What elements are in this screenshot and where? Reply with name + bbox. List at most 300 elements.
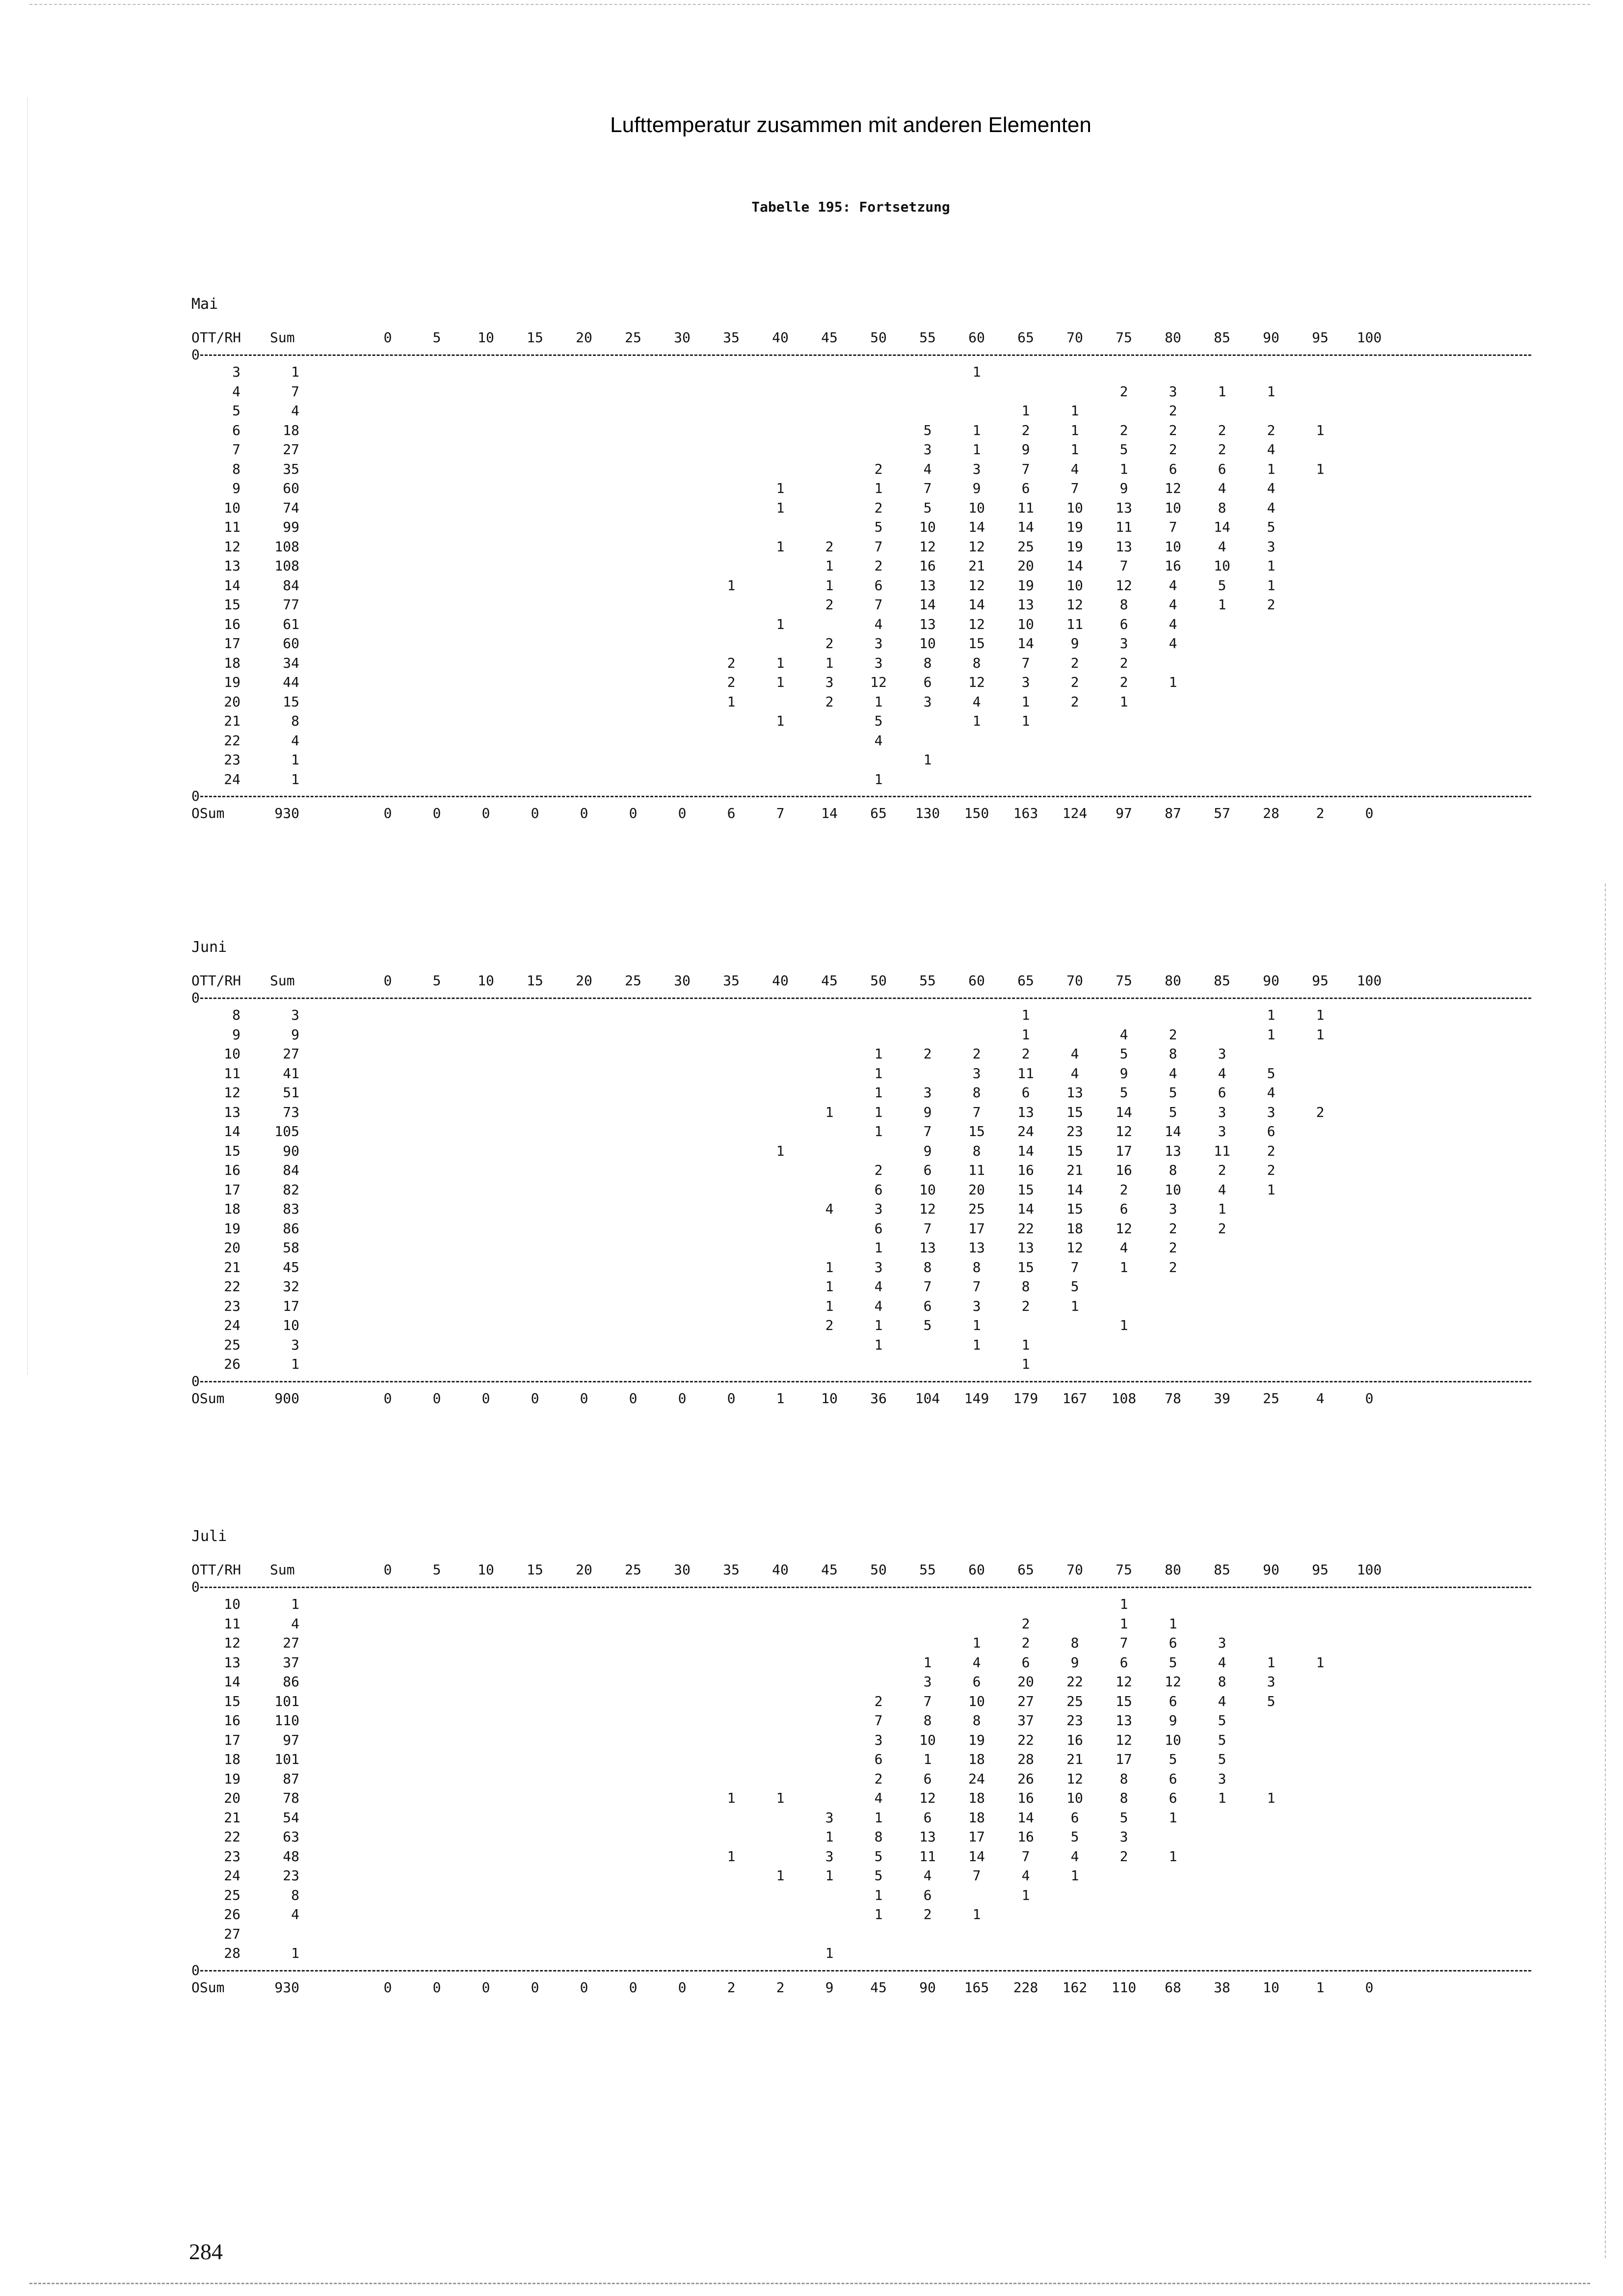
frequency-cell: 4 — [874, 616, 883, 632]
dash-rule — [200, 1587, 1531, 1588]
temperature-value: 23 — [224, 1848, 240, 1864]
frequency-cell: 7 — [1119, 1635, 1128, 1651]
table-row — [191, 1316, 1531, 1335]
column-sum: 90 — [919, 1979, 936, 1996]
frequency-cell: 2 — [1218, 1220, 1226, 1237]
frequency-cell: 1 — [972, 364, 981, 380]
frequency-cell: 14 — [968, 596, 985, 613]
table-row — [191, 1614, 1531, 1634]
frequency-cell: 14 — [1066, 558, 1083, 574]
frequency-cell: 7 — [923, 1220, 932, 1237]
column-header: 90 — [1263, 1562, 1279, 1578]
frequency-cell: 21 — [1066, 1751, 1083, 1767]
temperature-value: 16 — [224, 616, 240, 632]
frequency-cell: 6 — [923, 674, 932, 690]
frequency-cell: 9 — [923, 1104, 932, 1120]
frequency-cell: 11 — [968, 1162, 985, 1178]
frequency-cell: 2 — [1169, 403, 1177, 419]
table-row — [191, 1141, 1531, 1161]
column-sum: 0 — [383, 1979, 392, 1996]
table-row — [191, 1277, 1531, 1297]
row-sum: 1 — [291, 752, 299, 768]
column-sum: 104 — [915, 1390, 940, 1406]
frequency-cell: 7 — [923, 480, 932, 496]
table-row — [191, 1944, 1531, 1963]
frequency-cell: 12 — [1116, 577, 1132, 594]
table-row — [191, 576, 1531, 595]
column-sum: 97 — [1116, 805, 1132, 821]
frequency-cell: 15 — [1017, 1259, 1034, 1275]
frequency-cell: 2 — [1267, 1142, 1276, 1159]
temperature-value: 13 — [224, 1654, 240, 1671]
frequency-cell: 1 — [727, 577, 736, 594]
table-row — [191, 1653, 1531, 1673]
frequency-cell: 13 — [1116, 499, 1132, 516]
spacer — [191, 1546, 1531, 1560]
frequency-cell: 2 — [825, 1317, 834, 1333]
frequency-cell: 14 — [1066, 1181, 1083, 1198]
frequency-cell: 4 — [1218, 1654, 1226, 1671]
row-sum: 84 — [283, 577, 299, 594]
table-row — [191, 1354, 1531, 1374]
frequency-cell: 6 — [1021, 1654, 1030, 1671]
frequency-cell: 2 — [1021, 1046, 1030, 1062]
frequency-cell: 10 — [919, 1181, 936, 1198]
temperature-value: 23 — [224, 752, 240, 768]
frequency-cell: 1 — [1070, 403, 1079, 419]
table-row — [191, 1827, 1531, 1847]
dashed-separator — [191, 1963, 1531, 1978]
frequency-cell: 2 — [923, 1906, 932, 1922]
column-sum: 165 — [964, 1979, 989, 1996]
column-header: 30 — [674, 329, 691, 346]
frequency-cell: 6 — [972, 1674, 981, 1690]
frequency-cell: 2 — [1070, 654, 1079, 671]
frequency-cell: 4 — [1070, 1065, 1079, 1081]
frequency-cell: 20 — [1017, 558, 1034, 574]
frequency-cell: 3 — [874, 1259, 883, 1275]
frequency-cell: 13 — [1116, 1712, 1132, 1729]
frequency-cell: 8 — [874, 1829, 883, 1845]
frequency-cell: 7 — [874, 1712, 883, 1729]
frequency-cell: 1 — [727, 1790, 736, 1806]
column-header: 95 — [1312, 329, 1329, 346]
column-header: 85 — [1214, 1562, 1230, 1578]
row-sum: 10 — [283, 1317, 299, 1333]
row-sum: 32 — [283, 1278, 299, 1295]
row-sum: 110 — [274, 1712, 299, 1729]
frequency-cell: 2 — [972, 1046, 981, 1062]
frequency-cell: 13 — [1066, 1084, 1083, 1101]
frequency-cell: 7 — [1021, 654, 1030, 671]
temperature-value: 18 — [224, 654, 240, 671]
frequency-cell: 7 — [1021, 1848, 1030, 1864]
column-sum: 0 — [432, 1979, 441, 1996]
column-sum: 0 — [481, 1390, 490, 1406]
frequency-cell: 9 — [1070, 635, 1079, 651]
temperature-value: 20 — [224, 693, 240, 710]
frequency-cell: 12 — [968, 674, 985, 690]
frequency-cell: 1 — [1267, 1790, 1276, 1806]
frequency-cell: 8 — [972, 1259, 981, 1275]
frequency-cell: 1 — [1021, 1007, 1030, 1023]
column-header: 50 — [870, 1562, 887, 1578]
table-row — [191, 1258, 1531, 1277]
frequency-cell: 1 — [874, 1104, 883, 1120]
frequency-cell: 2 — [1021, 1615, 1030, 1632]
frequency-cell: 7 — [1070, 480, 1079, 496]
frequency-cell: 13 — [1017, 596, 1034, 613]
frequency-cell: 2 — [1267, 422, 1276, 438]
frequency-cell: 10 — [1165, 1731, 1181, 1748]
frequency-cell: 2 — [1169, 1240, 1177, 1256]
frequency-cell: 4 — [1218, 1065, 1226, 1081]
frequency-cell: 1 — [776, 1867, 785, 1884]
month-name: Mai — [191, 296, 218, 313]
frequency-cell: 4 — [1218, 538, 1226, 555]
frequency-cell: 4 — [972, 1654, 981, 1671]
frequency-cell: 1 — [1169, 1809, 1177, 1826]
column-sum: 57 — [1214, 805, 1230, 821]
table-row — [191, 615, 1531, 634]
column-header: 45 — [821, 972, 838, 989]
frequency-cell: 1 — [1267, 460, 1276, 477]
frequency-cell: 2 — [1169, 422, 1177, 438]
table-row — [191, 440, 1531, 459]
sum-row-label: OSum — [191, 805, 225, 821]
grand-total: 930 — [274, 1979, 299, 1996]
table-row — [191, 1692, 1531, 1711]
column-sum: 0 — [580, 1390, 588, 1406]
column-header: 60 — [968, 972, 985, 989]
frequency-cell: 10 — [1066, 577, 1083, 594]
frequency-cell: 1 — [1267, 577, 1276, 594]
column-header: 95 — [1312, 972, 1329, 989]
table-row — [191, 1711, 1531, 1730]
frequency-cell: 12 — [1116, 1731, 1132, 1748]
frequency-cell: 1 — [825, 1259, 834, 1275]
column-header: 10 — [478, 1562, 494, 1578]
column-header: 15 — [527, 972, 543, 989]
table-row — [191, 1672, 1531, 1692]
row-sum: 23 — [283, 1867, 299, 1884]
frequency-cell: 1 — [874, 693, 883, 710]
table-row — [191, 1633, 1531, 1653]
row-sum: 4 — [291, 1615, 299, 1632]
table-row — [191, 692, 1531, 712]
column-sum: 0 — [481, 1979, 490, 1996]
table-row — [191, 1199, 1531, 1219]
column-header: 15 — [527, 329, 543, 346]
column-header: 60 — [968, 329, 985, 346]
frequency-cell: 6 — [1070, 1809, 1079, 1826]
frequency-cell: 1 — [776, 1790, 785, 1806]
column-header: 5 — [432, 972, 441, 989]
frequency-cell: 3 — [1267, 1104, 1276, 1120]
table-row — [191, 595, 1531, 615]
frequency-cell: 1 — [1218, 383, 1226, 400]
frequency-cell: 3 — [825, 1848, 834, 1864]
frequency-cell: 14 — [968, 519, 985, 535]
frequency-cell: 7 — [972, 1278, 981, 1295]
frequency-cell: 2 — [1070, 693, 1079, 710]
frequency-cell: 1 — [1021, 1336, 1030, 1353]
frequency-cell: 1 — [825, 1104, 834, 1120]
temperature-value: 19 — [224, 1220, 240, 1237]
frequency-cell: 2 — [1267, 1162, 1276, 1178]
temperature-value: 18 — [224, 1201, 240, 1217]
temperature-value: 15 — [224, 596, 240, 613]
frequency-cell: 2 — [1316, 1104, 1325, 1120]
column-sum: 0 — [383, 805, 392, 821]
frequency-cell: 6 — [1169, 1790, 1177, 1806]
grand-total: 900 — [274, 1390, 299, 1406]
frequency-cell: 1 — [874, 1317, 883, 1333]
frequency-cell: 5 — [1218, 1751, 1226, 1767]
frequency-cell: 4 — [1267, 441, 1276, 458]
frequency-cell: 2 — [1169, 441, 1177, 458]
column-sum: 130 — [915, 805, 940, 821]
frequency-cell: 27 — [1017, 1693, 1034, 1709]
frequency-cell: 4 — [1218, 1181, 1226, 1198]
table-row — [191, 401, 1531, 421]
frequency-cell: 3 — [1218, 1635, 1226, 1651]
frequency-cell: 1 — [776, 538, 785, 555]
frequency-cell: 6 — [1218, 460, 1226, 477]
table-row — [191, 1219, 1531, 1239]
frequency-cell: 8 — [1119, 1770, 1128, 1787]
month-table-juni — [191, 938, 1531, 1408]
frequency-cell: 12 — [870, 674, 887, 690]
scan-edge-top — [29, 4, 1590, 5]
frequency-cell: 2 — [1119, 1848, 1128, 1864]
frequency-cell: 2 — [1218, 1162, 1226, 1178]
frequency-cell: 3 — [923, 1084, 932, 1101]
frequency-cell: 1 — [874, 1240, 883, 1256]
row-sum: 3 — [291, 1007, 299, 1023]
frequency-cell: 7 — [972, 1867, 981, 1884]
temperature-value: 25 — [224, 1887, 240, 1903]
zero-mark: 0 — [191, 347, 200, 363]
table-row — [191, 750, 1531, 770]
column-header: 20 — [576, 329, 592, 346]
column-sum: 179 — [1013, 1390, 1038, 1406]
frequency-cell: 24 — [1017, 1123, 1034, 1139]
frequency-cell: 22 — [1017, 1220, 1034, 1237]
frequency-cell: 12 — [919, 538, 936, 555]
frequency-cell: 2 — [1119, 674, 1128, 690]
frequency-cell: 1 — [825, 1829, 834, 1845]
column-header: 65 — [1017, 1562, 1034, 1578]
page-number: 284 — [189, 2239, 223, 2264]
frequency-cell: 9 — [972, 480, 981, 496]
frequency-cell: 7 — [923, 1123, 932, 1139]
frequency-cell: 4 — [1070, 460, 1079, 477]
column-header: 10 — [478, 972, 494, 989]
temperature-value: 17 — [224, 635, 240, 651]
row-sum: 99 — [283, 519, 299, 535]
frequency-cell: 23 — [1066, 1712, 1083, 1729]
column-sum: 162 — [1062, 1979, 1088, 1996]
temperature-value: 6 — [232, 422, 240, 438]
frequency-cell: 1 — [825, 1278, 834, 1295]
frequency-cell: 3 — [874, 654, 883, 671]
temperature-value: 10 — [224, 499, 240, 516]
frequency-cell: 14 — [1214, 519, 1230, 535]
frequency-cell: 11 — [919, 1848, 936, 1864]
frequency-cell: 10 — [919, 519, 936, 535]
frequency-cell: 11 — [1214, 1142, 1230, 1159]
dashed-separator — [191, 1374, 1531, 1389]
column-sum: 38 — [1214, 1979, 1230, 1996]
frequency-cell: 1 — [972, 713, 981, 729]
frequency-cell: 7 — [874, 596, 883, 613]
dashed-separator — [191, 991, 1531, 1005]
frequency-cell: 16 — [1017, 1829, 1034, 1845]
frequency-cell: 1 — [776, 713, 785, 729]
frequency-cell: 2 — [1119, 654, 1128, 671]
frequency-cell: 2 — [923, 1046, 932, 1062]
frequency-cell: 3 — [1218, 1770, 1226, 1787]
frequency-cell: 9 — [1169, 1712, 1177, 1729]
frequency-cell: 2 — [1169, 1220, 1177, 1237]
frequency-cell: 5 — [1169, 1104, 1177, 1120]
frequency-cell: 12 — [1116, 1123, 1132, 1139]
column-sum: 2 — [1316, 805, 1325, 821]
column-sum: 0 — [432, 1390, 441, 1406]
frequency-cell: 15 — [1017, 1181, 1034, 1198]
temperature-value: 13 — [224, 558, 240, 574]
scan-edge-right — [1605, 884, 1606, 2258]
column-header: 25 — [625, 329, 641, 346]
sum-row — [191, 804, 1531, 823]
row-sum: 17 — [283, 1297, 299, 1314]
table-header-row — [191, 971, 1531, 991]
frequency-cell: 5 — [1070, 1278, 1079, 1295]
frequency-cell: 5 — [874, 1867, 883, 1884]
frequency-cell: 1 — [1267, 383, 1276, 400]
frequency-cell: 1 — [1021, 403, 1030, 419]
frequency-cell: 1 — [1021, 713, 1030, 729]
frequency-cell: 3 — [825, 674, 834, 690]
frequency-cell: 3 — [825, 1809, 834, 1826]
frequency-cell: 6 — [874, 1751, 883, 1767]
temperature-value: 24 — [224, 1867, 240, 1884]
temperature-value: 18 — [224, 1751, 240, 1767]
column-sum: 28 — [1263, 805, 1279, 821]
frequency-cell: 4 — [1169, 635, 1177, 651]
column-header: 85 — [1214, 329, 1230, 346]
frequency-cell: 6 — [1119, 616, 1128, 632]
frequency-cell: 5 — [1267, 1693, 1276, 1709]
frequency-cell: 8 — [1119, 1790, 1128, 1806]
table-row — [191, 731, 1531, 751]
temperature-value: 11 — [224, 519, 240, 535]
sum-row — [191, 1978, 1531, 1998]
frequency-cell: 4 — [874, 1297, 883, 1314]
column-sum: 0 — [629, 805, 638, 821]
column-header: 45 — [821, 329, 838, 346]
column-sum: 68 — [1165, 1979, 1181, 1996]
frequency-cell: 24 — [968, 1770, 985, 1787]
frequency-cell: 1 — [825, 1297, 834, 1314]
column-header: 90 — [1263, 329, 1279, 346]
column-header: 25 — [625, 972, 641, 989]
column-sum: 9 — [825, 1979, 834, 1996]
column-header: 100 — [1357, 972, 1382, 989]
temperature-value: 23 — [224, 1297, 240, 1314]
temperature-value: 21 — [224, 1809, 240, 1826]
frequency-cell: 4 — [825, 1201, 834, 1217]
row-sum: 48 — [283, 1848, 299, 1864]
frequency-cell: 4 — [1169, 616, 1177, 632]
column-header: 50 — [870, 329, 887, 346]
column-sum: 1 — [1316, 1979, 1325, 1996]
column-sum: 36 — [870, 1390, 887, 1406]
table-row — [191, 634, 1531, 653]
frequency-cell: 3 — [1218, 1104, 1226, 1120]
zero-mark: 0 — [191, 788, 200, 804]
frequency-cell: 1 — [1316, 422, 1325, 438]
frequency-cell: 1 — [776, 480, 785, 496]
frequency-cell: 12 — [968, 538, 985, 555]
frequency-cell: 5 — [874, 1848, 883, 1864]
frequency-cell: 3 — [1119, 635, 1128, 651]
frequency-cell: 1 — [874, 1906, 883, 1922]
column-sum: 4 — [1316, 1390, 1325, 1406]
frequency-cell: 4 — [1070, 1848, 1079, 1864]
temperature-value: 12 — [224, 1635, 240, 1651]
frequency-cell: 1 — [1316, 1007, 1325, 1023]
header-sum: Sum — [270, 1562, 295, 1578]
temperature-value: 22 — [224, 1278, 240, 1295]
table-row — [191, 1769, 1531, 1789]
frequency-cell: 8 — [923, 1712, 932, 1729]
frequency-cell: 1 — [972, 1336, 981, 1353]
column-header: 65 — [1017, 329, 1034, 346]
frequency-cell: 1 — [727, 1848, 736, 1864]
column-sum: 0 — [629, 1979, 638, 1996]
frequency-cell: 13 — [1165, 1142, 1181, 1159]
frequency-cell: 2 — [874, 460, 883, 477]
frequency-cell: 19 — [1017, 577, 1034, 594]
frequency-cell: 1 — [825, 558, 834, 574]
frequency-cell: 2 — [874, 499, 883, 516]
frequency-cell: 2 — [1218, 422, 1226, 438]
scan-edge-bottom — [29, 2283, 1590, 2284]
frequency-cell: 2 — [825, 635, 834, 651]
row-sum: 8 — [291, 1887, 299, 1903]
table-row — [191, 1886, 1531, 1905]
frequency-cell: 4 — [1218, 480, 1226, 496]
frequency-cell: 25 — [1066, 1693, 1083, 1709]
frequency-cell: 6 — [923, 1297, 932, 1314]
frequency-cell: 10 — [919, 635, 936, 651]
column-sum: 150 — [964, 805, 989, 821]
temperature-value: 9 — [232, 1026, 240, 1043]
frequency-cell: 4 — [1169, 1065, 1177, 1081]
frequency-cell: 14 — [1017, 635, 1034, 651]
column-header: 55 — [919, 329, 936, 346]
frequency-cell: 3 — [1218, 1046, 1226, 1062]
column-sum: 0 — [383, 1390, 392, 1406]
row-sum: 1 — [291, 364, 299, 380]
temperature-value: 3 — [232, 364, 240, 380]
page-title: Lufttemperatur zusammen mit anderen Elementen — [610, 113, 1091, 137]
header-label: OTT/RH — [191, 1562, 241, 1578]
frequency-cell: 5 — [1119, 1084, 1128, 1101]
frequency-cell: 2 — [1021, 1297, 1030, 1314]
